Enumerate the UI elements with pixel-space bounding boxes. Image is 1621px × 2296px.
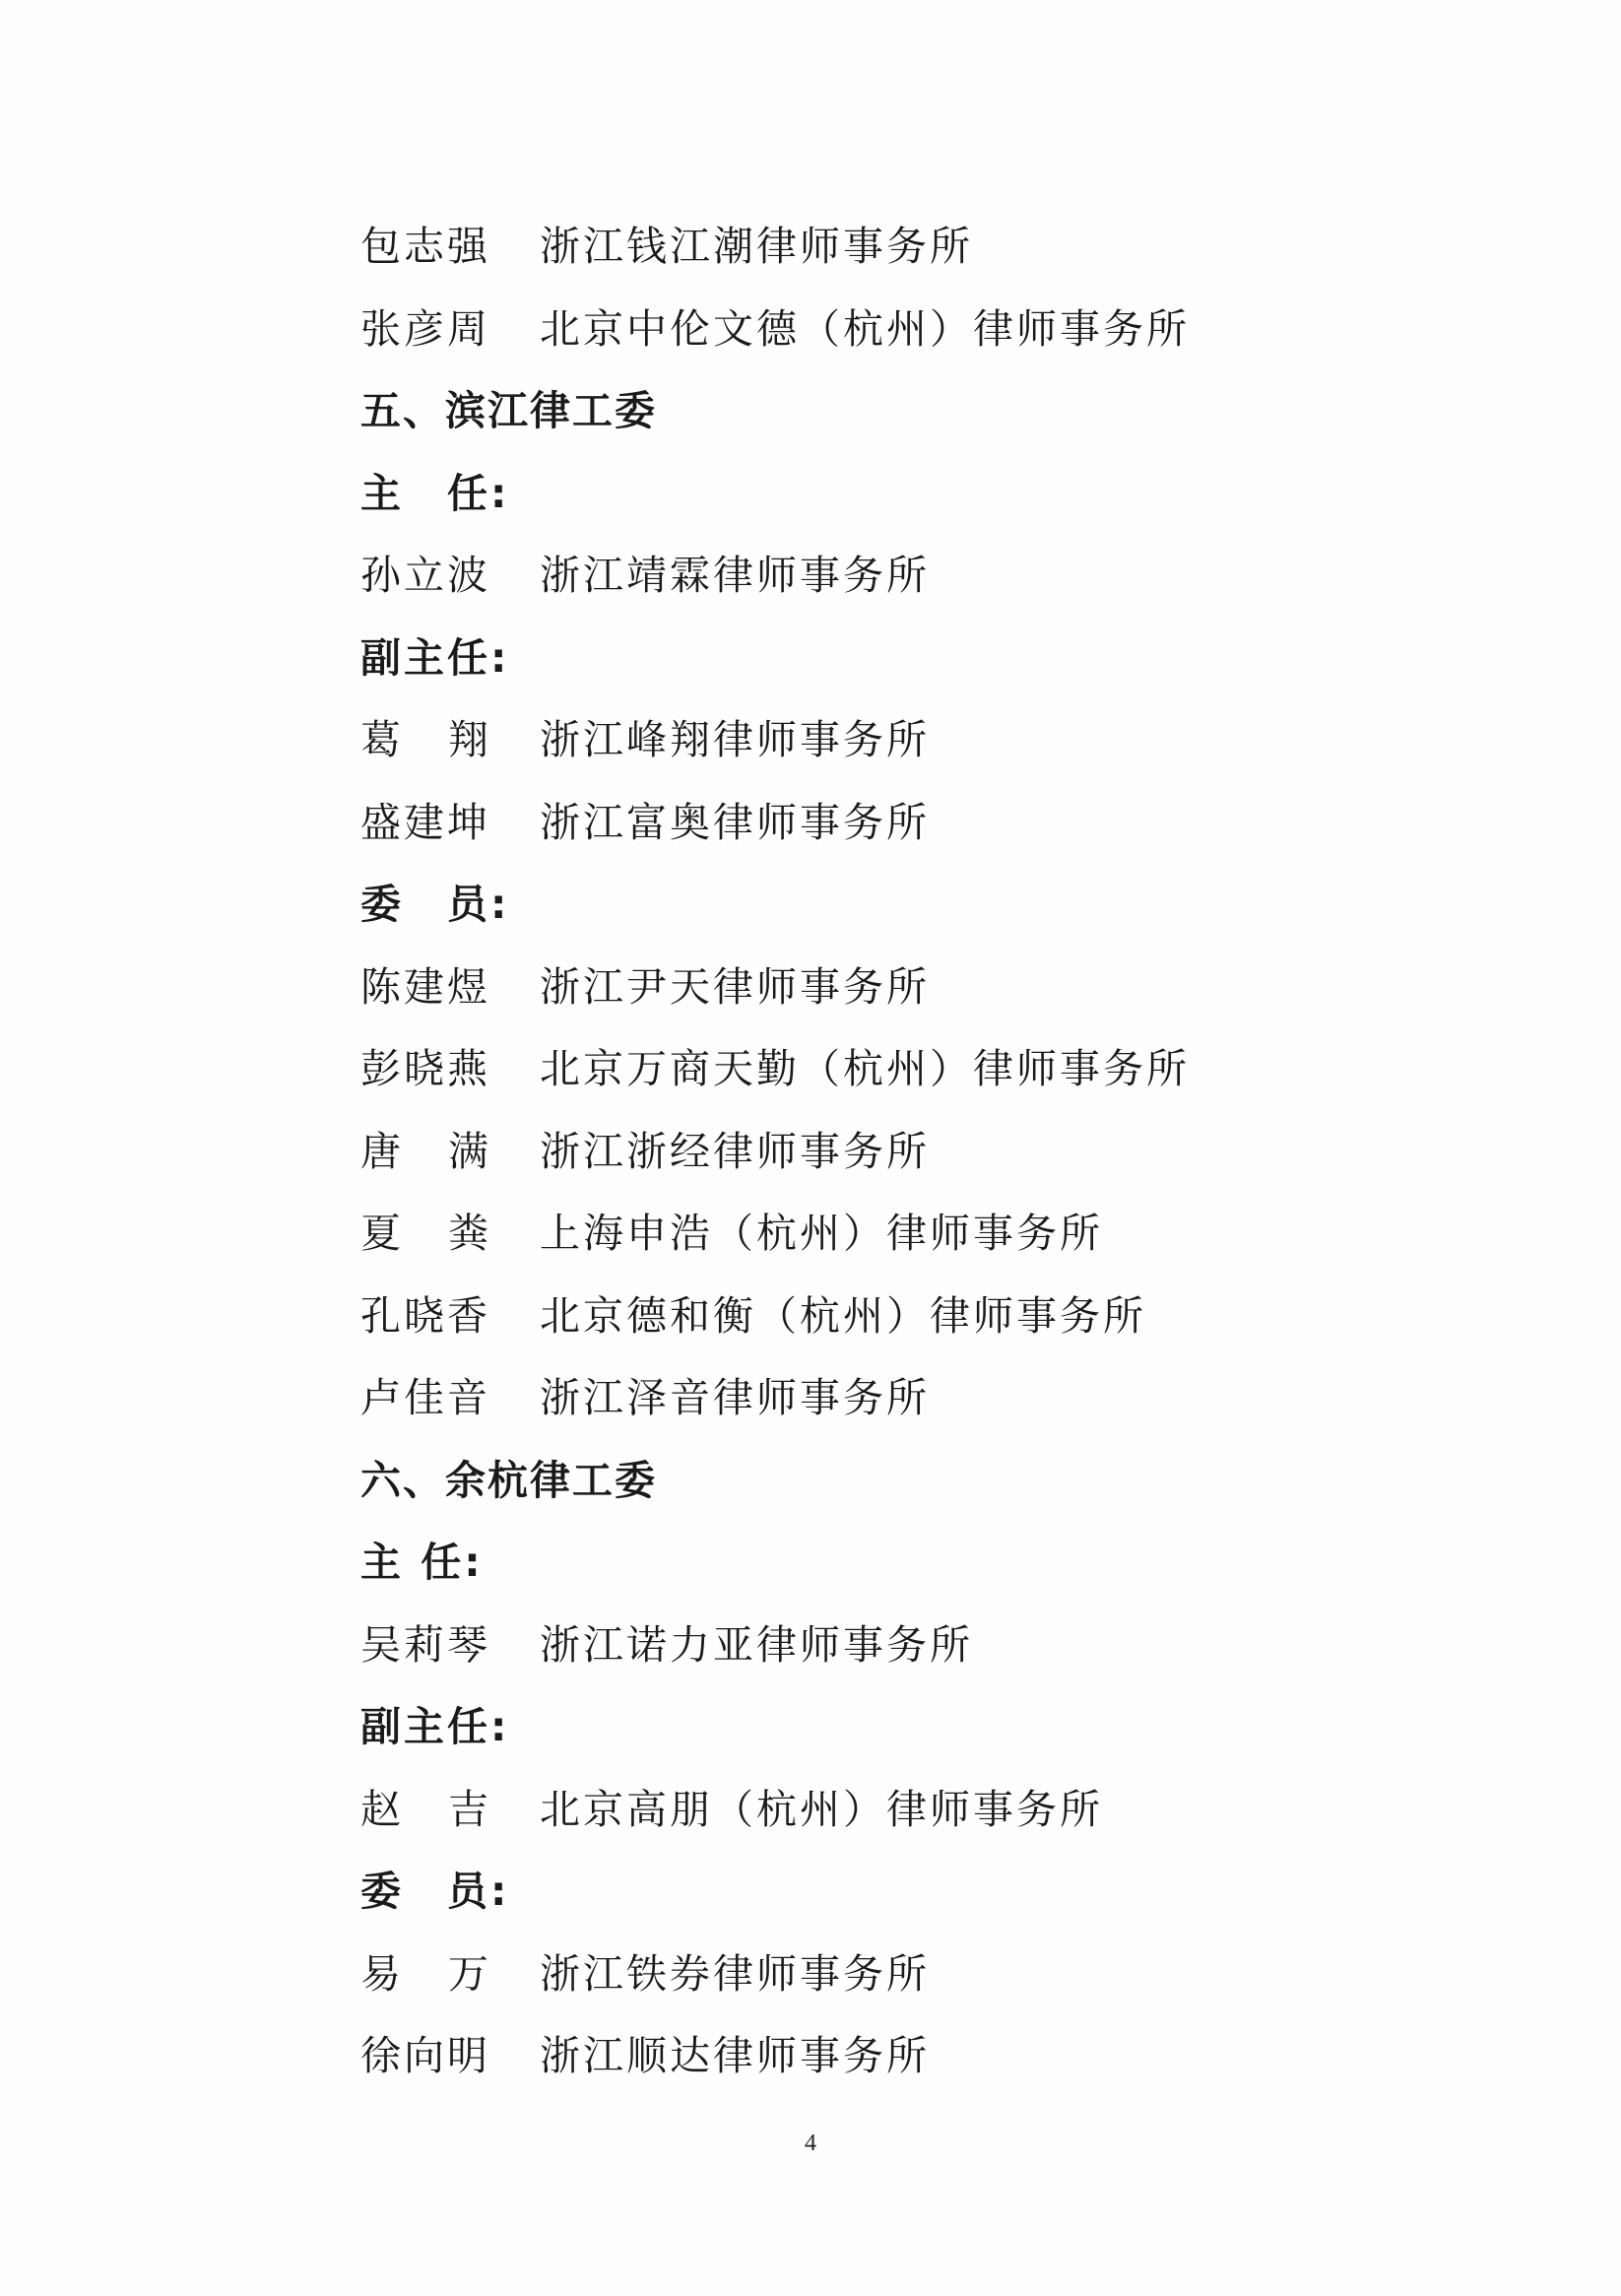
role-label-deputy-director: 副主任: [360,633,510,682]
member-row [360,1024,1444,1107]
member-row [360,2011,1444,2094]
member-name-char: 唐 [360,1127,401,1175]
member-row [360,1107,1444,1190]
member-firm: 浙江富奥律师事务所 [540,798,930,846]
role-label-deputy-director: 副主任: [360,1703,510,1751]
member-row [360,1189,1444,1272]
member-firm: 浙江泽音律师事务所 [540,1374,930,1422]
member-name: 徐向明 [360,2032,490,2080]
member-name-char: 吉 [448,1785,488,1833]
member-name [360,707,488,765]
member-name-char: 万 [448,1949,488,1998]
member-firm: 上海申浩（杭州）律师事务所 [540,1210,1103,1258]
member-row [360,778,1444,861]
section-heading-binjiang: 五、滨江律工委 [360,387,657,435]
member-row [360,1353,1444,1436]
member-firm: 北京高朋（杭州）律师事务所 [540,1785,1103,1833]
role-label-members: 委 员: [360,1868,510,1916]
member-name: 孔晓香 [360,1291,490,1340]
role-label-director: 主 任: [360,469,510,517]
member-firm: 浙江钱江潮律师事务所 [540,223,973,271]
page-number: 4 [805,2131,816,2156]
member-firm: 浙江顺达律师事务所 [540,2032,930,2080]
member-name: 包志强 [360,223,490,271]
member-firm: 浙江浙经律师事务所 [540,1127,930,1175]
member-name-char: 赵 [360,1785,401,1833]
member-row [360,695,1444,778]
member-name: 卢佳音 [360,1374,490,1422]
member-row [360,202,1444,285]
member-firm: 北京中伦文德（杭州）律师事务所 [540,304,1190,353]
member-row [360,1765,1444,1848]
member-name [360,1777,488,1835]
member-name-char: 葛 [360,716,401,764]
role-label-director: 主 任: [360,1539,484,1587]
member-row [360,531,1444,614]
member-name-char: 夏 [360,1210,401,1258]
member-name-char: 翔 [448,716,488,764]
member-firm: 浙江靖霖律师事务所 [540,552,930,600]
member-name: 吴莉琴 [360,1620,490,1669]
role-label-members: 委 员: [360,881,510,929]
member-name: 彭晓燕 [360,1045,490,1093]
member-name [360,1201,488,1259]
member-name-char: 易 [360,1949,401,1998]
member-row [360,1930,1444,2012]
member-row [360,943,1444,1025]
member-name-char: 粪 [448,1210,488,1258]
member-name: 盛建坤 [360,798,490,846]
member-name [360,1119,488,1177]
member-name: 孙立波 [360,552,490,600]
member-firm: 北京德和衡（杭州）律师事务所 [540,1291,1146,1340]
member-firm: 北京万商天勤（杭州）律师事务所 [540,1045,1190,1093]
member-list [360,202,1444,2094]
member-firm: 浙江铁券律师事务所 [540,1949,930,1998]
member-firm: 浙江峰翔律师事务所 [540,716,930,764]
member-name: 张彦周 [360,304,490,353]
member-name: 陈建煜 [360,962,490,1011]
member-row [360,285,1444,367]
member-row [360,1272,1444,1354]
member-name-char: 满 [448,1127,488,1175]
member-name [360,1941,488,2000]
member-firm: 浙江诺力亚律师事务所 [540,1620,973,1669]
member-firm: 浙江尹天律师事务所 [540,962,930,1011]
member-row [360,1601,1444,1683]
section-heading-yuhang: 六、余杭律工委 [360,1456,657,1504]
